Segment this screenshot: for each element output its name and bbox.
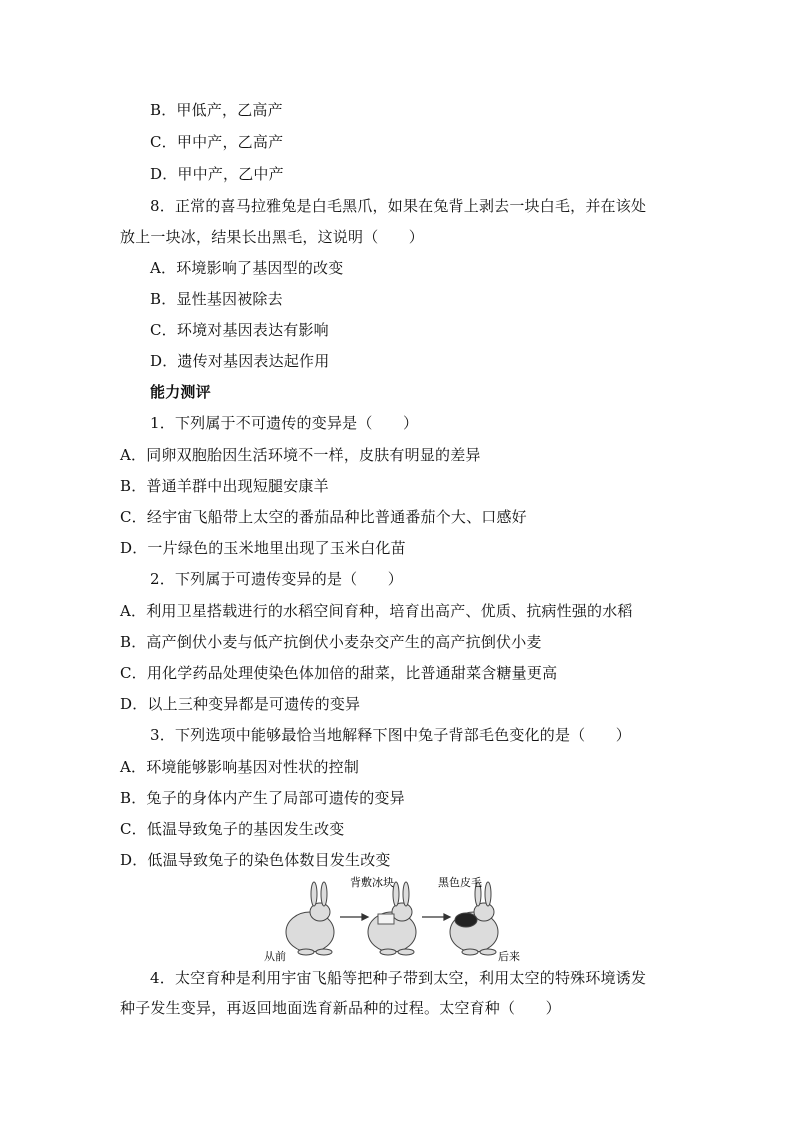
q2-option-d: D．以上三种变异都是可遗传的变异 <box>120 695 361 713</box>
q8-stem-line2: 放上一块冰，结果长出黑毛，这说明（ ） <box>120 228 425 246</box>
rabbit-ice-icon <box>368 882 416 955</box>
q4-stem-line1: 4．太空育种是利用宇宙飞船等把种子带到太空，利用太空的特殊环境诱发 <box>150 969 647 987</box>
arrow-icon <box>422 914 450 920</box>
q2-option-a: A．利用卫星搭载进行的水稻空间育种，培育出高产、优质、抗病性强的水稻 <box>120 602 633 620</box>
q1-option-c: C．经宇宙飞船带上太空的番茄品种比普通番茄个大、口感好 <box>120 508 527 526</box>
prev-option-c: C．甲中产，乙高产 <box>150 133 284 151</box>
q3-stem: 3．下列选项中能够最恰当地解释下图中兔子背部毛色变化的是（ ） <box>150 726 631 744</box>
q1-stem: 1．下列属于不可遗传的变异是（ ） <box>150 414 419 432</box>
q1-option-b: B．普通羊群中出现短腿安康羊 <box>120 477 329 495</box>
black-fur-patch-icon <box>455 913 477 927</box>
q4-stem-line2: 种子发生变异，再返回地面选育新品种的过程。太空育种（ ） <box>120 999 561 1017</box>
q3-option-d: D．低温导致兔子的染色体数目发生改变 <box>120 851 391 869</box>
q8-option-a: A．环境影响了基因型的改变 <box>150 259 344 277</box>
label-before: 从前 <box>264 950 286 962</box>
q8-option-b: B．显性基因被除去 <box>150 290 283 308</box>
rabbit-after-icon <box>450 882 498 955</box>
prev-option-b: B．甲低产，乙高产 <box>150 101 283 119</box>
q3-option-a: A．环境能够影响基因对性状的控制 <box>120 758 360 776</box>
rabbit-figure <box>262 872 522 962</box>
label-after: 后来 <box>498 950 520 962</box>
q8-option-d: D．遗传对基因表达起作用 <box>150 352 330 370</box>
rabbit-before-icon <box>286 882 334 955</box>
q3-option-b: B．兔子的身体内产生了局部可遗传的变异 <box>120 789 405 807</box>
prev-option-d: D．甲中产，乙中产 <box>150 165 284 183</box>
q1-option-a: A．同卵双胞胎因生活环境不一样，皮肤有明显的差异 <box>120 446 481 464</box>
q8-option-c: C．环境对基因表达有影响 <box>150 321 329 339</box>
q1-option-d: D．一片绿色的玉米地里出现了玉米白化苗 <box>120 539 406 557</box>
q2-option-c: C．用化学药品处理使染色体加倍的甜菜，比普通甜菜含糖量更高 <box>120 664 558 682</box>
label-ice: 背敷冰块 <box>350 876 394 889</box>
ice-block-icon <box>378 914 394 924</box>
label-black-fur: 黑色皮毛 <box>438 876 482 889</box>
q3-option-c: C．低温导致兔子的基因发生改变 <box>120 820 345 838</box>
q8-stem-line1: 8．正常的喜马拉雅兔是白毛黑爪，如果在兔背上剥去一块白毛，并在该处 <box>150 197 647 215</box>
section-title: 能力测评 <box>150 383 211 401</box>
q2-option-b: B．高产倒伏小麦与低产抗倒伏小麦杂交产生的高产抗倒伏小麦 <box>120 633 542 651</box>
arrow-icon <box>340 914 368 920</box>
q2-stem: 2．下列属于可遗传变异的是（ ） <box>150 570 403 588</box>
